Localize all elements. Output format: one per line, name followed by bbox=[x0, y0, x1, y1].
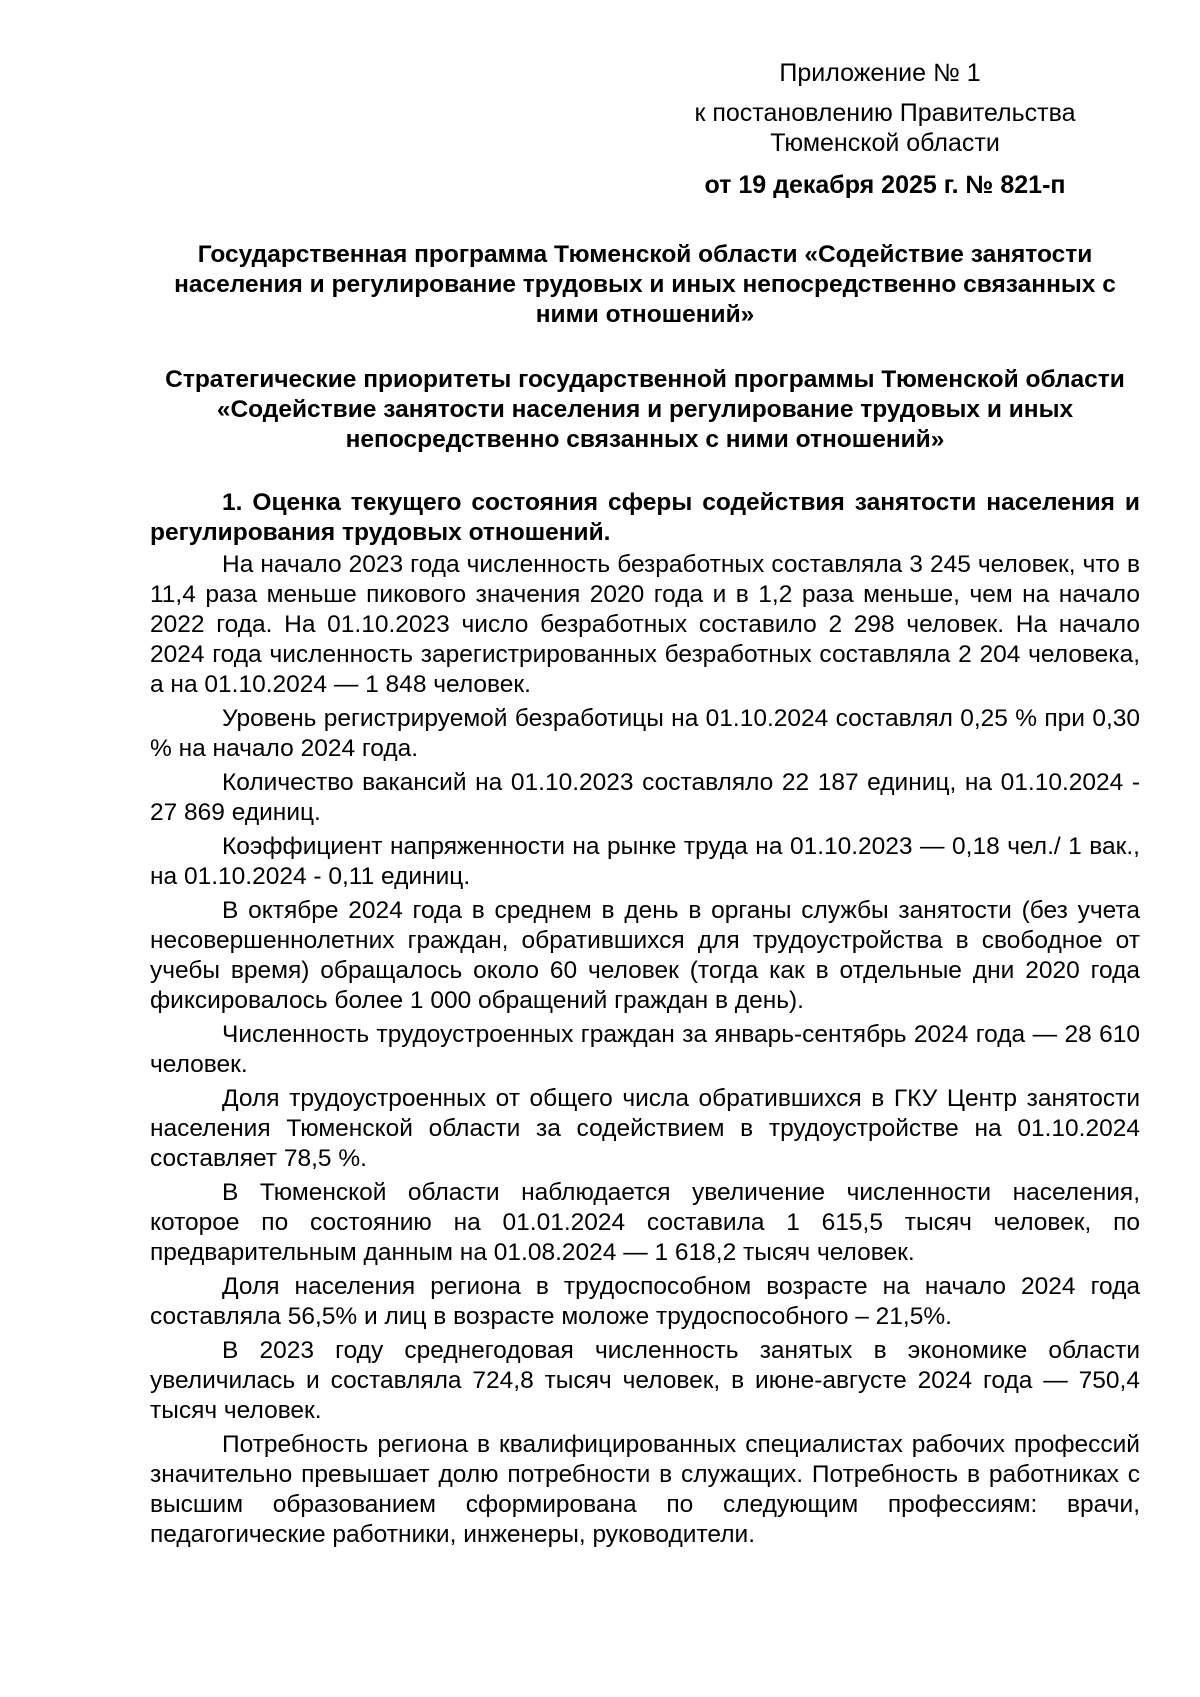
paragraph: Численность трудоустроенных граждан за январь-сентябрь 2024 года — 28 610 человек. bbox=[150, 1021, 1140, 1078]
paragraph: Количество вакансий на 01.10.2023 составляло 22 187 единиц, на 01.10.2024 - 27 869 единиц. bbox=[150, 769, 1140, 826]
annex-title: Приложение № 1 bbox=[779, 59, 981, 87]
annex-reference: к постановлению Правительства Тюменской области bbox=[694, 99, 1076, 157]
document-body bbox=[150, 488, 1140, 1554]
paragraph: В 2023 году среднегодовая численность занятых в экономике области увеличилась и составляла 724,8 тысяч человек, в июне-августе 2024 года — 750,4 тысяч человек. bbox=[150, 1337, 1140, 1424]
section-title: 1. Оценка текущего состояния сферы содействия занятости населения и регулирования трудовых отношений. bbox=[150, 489, 1140, 546]
paragraph: В Тюменской области наблюдается увеличение численности населения, которое по состоянию на 01.01.2024 составила 1 615,5 тысяч человек, по предварительным данным на 01.08.2024 — 1 618,2 тысяч человек. bbox=[150, 1179, 1140, 1266]
annex-date: от 19 декабря 2025 г. № 821-п bbox=[704, 171, 1066, 199]
paragraph: Доля трудоустроенных от общего числа обратившихся в ГКУ Центр занятости населения Тюменской области за содействием в трудоустройстве на 01.10.2024 составляет 78,5 %. bbox=[150, 1085, 1140, 1172]
paragraph: Уровень регистрируемой безработицы на 01.10.2024 составлял 0,25 % при 0,30 % на начало 2024 года. bbox=[150, 705, 1140, 762]
priorities-title: Стратегические приоритеты государственной программы Тюменской области «Содействие занятости населения и регулирование трудовых и иных непосредственно связанных с ними отношений» bbox=[165, 366, 1125, 453]
paragraph: В октябре 2024 года в среднем в день в органы службы занятости (без учета несовершеннолетних граждан, обратившихся для трудоустройства в свободное от учебы время) обращалось около 60 человек (тогда как в отдельные дни 2020 года фиксировалось более 1 000 обращений граждан в день). bbox=[150, 897, 1140, 1014]
paragraph: На начало 2023 года численность безработных составляла 3 245 человек, что в 11,4 раза меньше пикового значения 2020 года и в 1,2 раза меньше, чем на начало 2022 года. На 01.10.2023 число безработных составило 2 298 человек. На начало 2024 года численность зарегистрированных безработных составляла 2 204 человека, а на 01.10.2024 — 1 848 человек. bbox=[150, 551, 1140, 698]
paragraph: Коэффициент напряженности на рынке труда на 01.10.2023 — 0,18 чел./ 1 вак., на 01.10.2024 - 0,11 единиц. bbox=[150, 833, 1140, 890]
paragraph: Потребность региона в квалифицированных специалистах рабочих профессий значительно превышает долю потребности в служащих. Потребность в работниках с высшим образованием сформирована по следующим профессиям: врачи, педагогические работники, инженеры, руководители. bbox=[150, 1431, 1140, 1548]
program-title: Государственная программа Тюменской области «Содействие занятости населения и регулирование трудовых и иных непосредственно связанных с ними отношений» bbox=[174, 241, 1116, 328]
paragraph: Доля населения региона в трудоспособном возрасте на начало 2024 года составляла 56,5% и лиц в возрасте моложе трудоспособного – 21,5%. bbox=[150, 1273, 1140, 1330]
